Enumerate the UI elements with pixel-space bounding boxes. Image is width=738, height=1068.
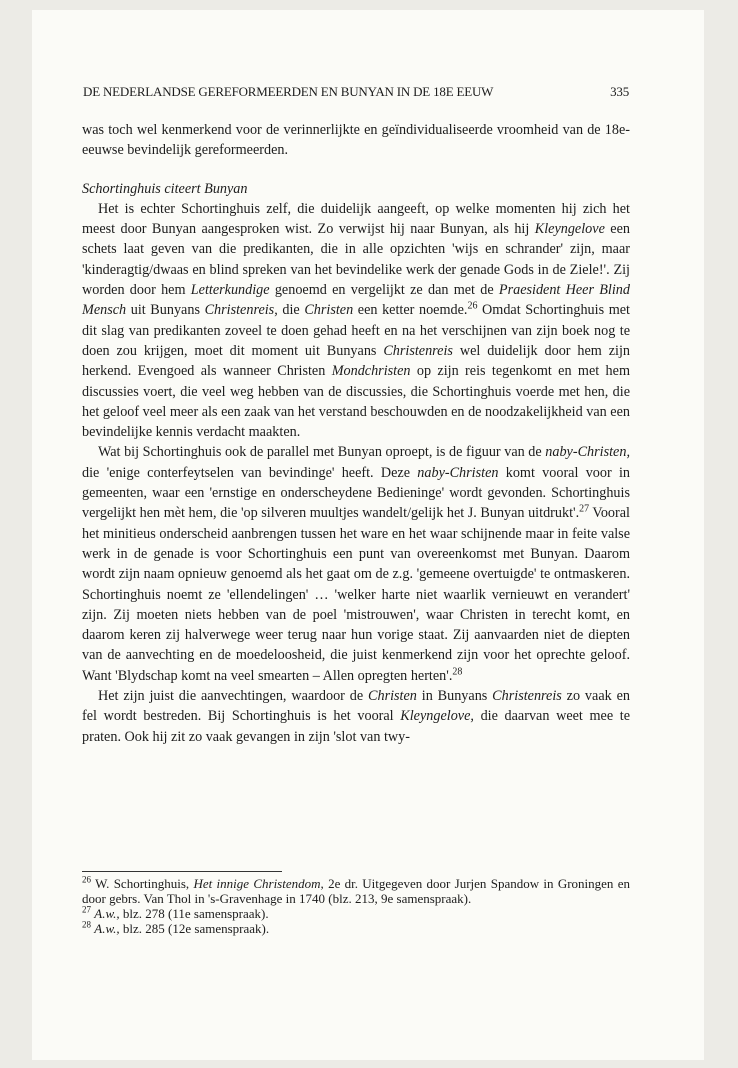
- footnotes: [82, 876, 630, 936]
- footnote-28: $^{28}$ A.w., blz. 285 (12e samenspraak).: [82, 919, 270, 936]
- running-title: DE NEDERLANDSE GEREFORMEERDEN EN BUNYAN IN DE 18E EEUW: [83, 84, 494, 99]
- footnote-26: $^{26}$ W. Schortinghuis, Het innige Christendom, 2e dr. Uitgegeven door Jurjen Spandow in Groningen en door gebrs. Van Thol in 's-Gravenhage in 1740 (blz. 213, 9e samenspraak).: [82, 874, 630, 906]
- footnote-27: $^{27}$ A.w., blz. 278 (11e samenspraak).: [82, 904, 269, 921]
- paragraph-2: Het is echter Schortinghuis zelf, die duidelijk aangeeft, op welke momenten hij zich het meest door Bunyan aangesproken wist. Zo verwijst hij naar Bunyan, als hij Kleyngelove een schets laat geven van die predikanten, die in alle opzichten 'wijs en schrander' zijn, maar 'kinderagtig/dwaas en blind spreken van het bevindelike werk der genade Gods in de Ziele!'. Zij worden door hem Letterkundige genoemd en vergelijkt ze dan met de Praesident Heer Blind Mensch uit Bunyans Christenreis, die Christen een ketter noemde.$^{26}$ Omdat Schortinghuis met dit slag van predikanten zoveel te doen gehad heeft en na het verschijnen van zijn boek nog te doen zou krijgen, moet dit moment uit Bunyans Christenreis wel duidelijk door hem zijn herkend. Evengoed als wanneer Christen Mondchristen op zijn reis tegenkomt en met hem discussies voert, die veel weg hebben van de discussies, die Schortinghuis voerde met hen, die het geloof veel meer als een zaak van het verstand beschouwden en de noodzakelijkheid van een bevindelijke kennis verdacht maakten.: [82, 200, 630, 441]
- paragraph-3: Wat bij Schortinghuis ook de parallel met Bunyan oproept, is de figuur van de naby-Christen, die 'enige conterfeytselen van bevindinge' heeft. Deze naby-Christen komt vooral voor in gemeenten, waar een 'ernstige en onderscheydene Bedieninge' wordt gevonden. Schortinghuis vergelijkt hen mèt hem, die 'op silveren muultjes wandelt/gelijk het J. Bunyan uitdrukt'.$^{27}$ Vooral het minitieus onderscheid aanbrengen tussen het ware en het waar schijnende maar in feite valse werk in de genade is voor Schortinghuis een punt van overeenkomst met Bunyan. Daarom wordt zijn naam opnieuw genoemd als het gaat om de z.g. 'gemeene overtuigde' te ontmaskeren. Schortinghuis noemt ze 'ellendelingen' … 'welker harte niet waarlik vernieuwt en verandert' zijn. Zij moeten niets hebben van de poel 'mistrouwen', waar Christen in terecht komt, en daarom keren zij halverwege weer terug naar hun vorige staat. Zij aanvaarden niet de diepten van de aanvechting en de moedeloosheid, die juist kenmerkend zijn voor het oprechte geloof. Want 'Blydschap komt na veel smearten – Allen opregten herten'.$^{28}$: [82, 444, 630, 684]
- running-header: [83, 84, 629, 100]
- book-page: [32, 10, 704, 1060]
- page-number: 335: [610, 84, 629, 99]
- section-heading: Schortinghuis citeert Bunyan: [82, 180, 248, 197]
- paragraph-1: was toch wel kenmerkend voor de verinnerlijkte en geïndividualiseerde vroomheid van de 18e-eeuwse bevindelijk gereformeerden.: [82, 122, 630, 159]
- body-text: [82, 120, 630, 747]
- footnote-ref-28: 28: [452, 665, 463, 677]
- paragraph-4: Het zijn juist die aanvechtingen, waardoor de Christen in Bunyans Christenreis zo vaak en fel wordt bestreden. Bij Schortinghuis is het vooral Kleyngelove, die daarvan weet mee te praten. Ook hij zit zo vaak gevangen in zijn 'slot van twy-: [82, 688, 630, 745]
- footnote-ref-26: 26: [467, 300, 478, 312]
- footnote-divider: [82, 871, 282, 872]
- footnote-ref-27: 27: [579, 503, 590, 515]
